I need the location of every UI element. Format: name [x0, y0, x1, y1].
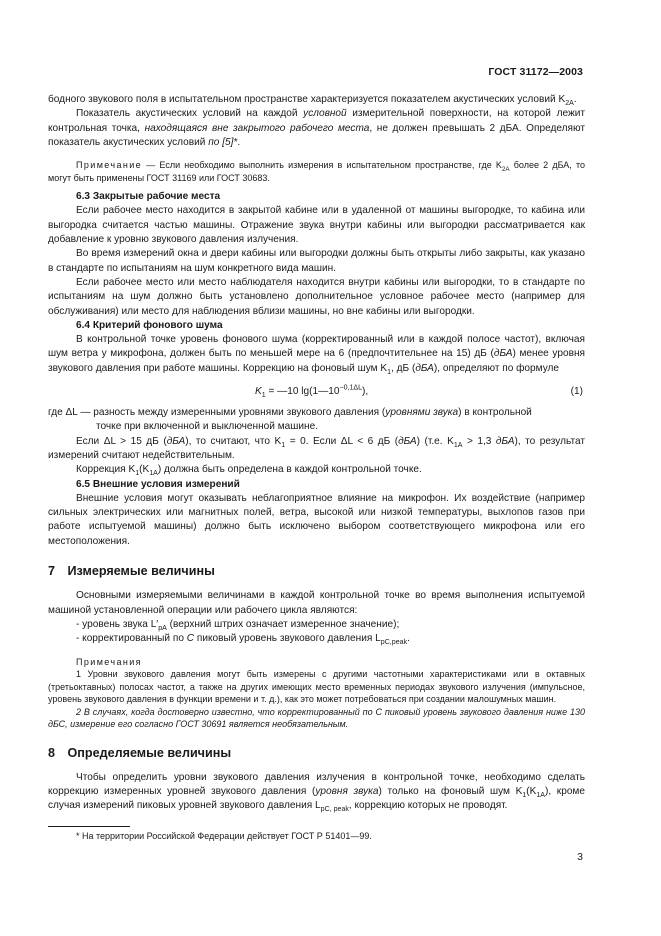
formula-1 [48, 381, 585, 403]
note-1: 1 Уровни звукового давления могут быть измерены с другими частотными характеристиками или в октавных (третьоктавных) полосах частот, а также на других имеющих место временных периодах звукового излучения (импульсное, уровень звукового давления в функции времени и т. д.), как это может потребоваться при создании малошумных машин. [48, 669, 585, 704]
paragraph-observer-place: Если рабочее место или место наблюдателя находится внутри кабины или выгородки, то в стандарте по испытаниям на шум должно быть установлено дополнительное условное рабочее место (например для обслуживания) или место для наблюдения вблизи машины, но вне кабины или выгородки. [48, 276, 585, 317]
paragraph-closed-cabin: Если рабочее место находится в закрытой кабине или в удаленной от машины выгородке, то кабина или выгородка считается частью машины. Отражение звука внутри кабины или выгородки рассматривается как добавление к уровню звукового давления излучения. [48, 205, 585, 246]
list-item-sound-level: - уровень звука $L'_{pA}$ (верхний штрих означает измеренное значение); [76, 618, 400, 632]
paragraph-external-conditions: Внешние условия могут оказывать неблагоприятное влияние на микрофон. Их воздействие (например сильных электрических или магнитных полей, ветра, высокой или низкой температуры, выхлопов газов при работе испытуемой машины) должно быть исключено выбором соответствующего микрофона или его местоположения. [48, 492, 585, 547]
paragraph-windows-doors: Во время измерений окна и двери кабины или выгородки должны быть открыты либо закрыты, как указано в стандарте по испытаниям на шум конкретного вида машин. [48, 248, 585, 274]
paragraph-measured-quantities: Основными измеряемыми величинами в каждой контрольной точке во время выполнения испытуемой машиной установленной операции или рабочего цикла являются: [48, 590, 585, 616]
footnote: * На территории Российской Федерации действует ГОСТ Р 51401—99. [76, 831, 372, 841]
section-6-5-heading: 6.5 Внешние условия измерений [76, 478, 240, 490]
note-2: 2 В случаях, когда достоверно известно, что корректированный по С пиковый уровень звукового давления ниже 130 дБС, измерение его согласно ГОСТ 30691 является необязательным. [48, 706, 585, 729]
document-body [48, 93, 585, 814]
notes-label: Примечания [76, 656, 142, 667]
section-6-4-heading: 6.4 Критерий фонового шума [76, 319, 223, 331]
paragraph-acoustic-index: Показатель акустических условий на каждой условной измерительной поверхности, на которой лежит контрольная точка, находящаяся вне закрытого рабочего места, не должен превышать 2 дБА. Определяют показатель акустических условий по [5]*. [48, 108, 585, 148]
paragraph-delta-l-conditions: Если ΔL > 15 дБ (дБА), то считают, что $K_1 = 0$. Если ΔL < 6 дБ (дБА) (т.е. $K_{1A} > 1,3$ дБА), то результат измерений считают недействительным. [48, 435, 585, 461]
footnote-divider [48, 826, 130, 827]
section-8-heading: 8 Определяемые величины [48, 745, 232, 760]
paragraph-determined-quantities: Чтобы определить уровни звукового давления излучения в контрольной точке, необходимо сделать коррекцию измеренных уровней звукового давления (уровня звука) только на фоновый шум $K_1(K_{1A})$, кроме случая измерений пиковых уровней звукового давления $L_{pC, peak}$, коррекцию которых не проводят. [48, 771, 585, 814]
section-6-3-heading: 6.3 Закрытые рабочие места [76, 191, 221, 203]
formula-expression: $K_1$ = —10 $\lg(1—10^{-0,1\Delta L})$, [255, 384, 369, 400]
list-item-peak-level: - корректированный по С пиковый уровень звукового давления $L_{pC,peak}$. [76, 633, 410, 647]
section-7-heading: 7 Измеряемые величины [48, 564, 215, 579]
note-test-space: Примечание — Если необходимо выполнить измерения в испытательном пространстве, где $K_{2A}$ более 2 дБА, то могут быть применены ГОСТ 31169 или ГОСТ 30683. [48, 160, 585, 183]
paragraph-background-noise: В контрольной точке уровень фонового шума (корректированный или в каждой полосе частот), включая шум ветра у микрофона, должен быть по меньшей мере на 6 (предпочтительнее на 15) дБ (дБА) менее уровня звукового давления при работе машины. Коррекцию на фоновый шум $K_1$, дБ (дБА), определяют по формуле [48, 334, 585, 376]
paragraph-acoustic-conditions: бодного звукового поля в испытательном пространстве характеризуется показателем акустических условий $K_{2A}$. [48, 94, 577, 108]
formula-number: (1) [570, 386, 583, 398]
formula-legend: где ΔL — разность между измеренными уровнями звукового давления (уровнями звука) в контрольной точке при включенной и выключенной машине. [48, 407, 532, 433]
paragraph-correction: Коррекция $K_1(K_{1A})$ должна быть определена в каждой контрольной точке. [76, 464, 422, 478]
standard-code-header: ГОСТ 31172—2003 [488, 66, 583, 78]
page-number: 3 [577, 851, 583, 863]
